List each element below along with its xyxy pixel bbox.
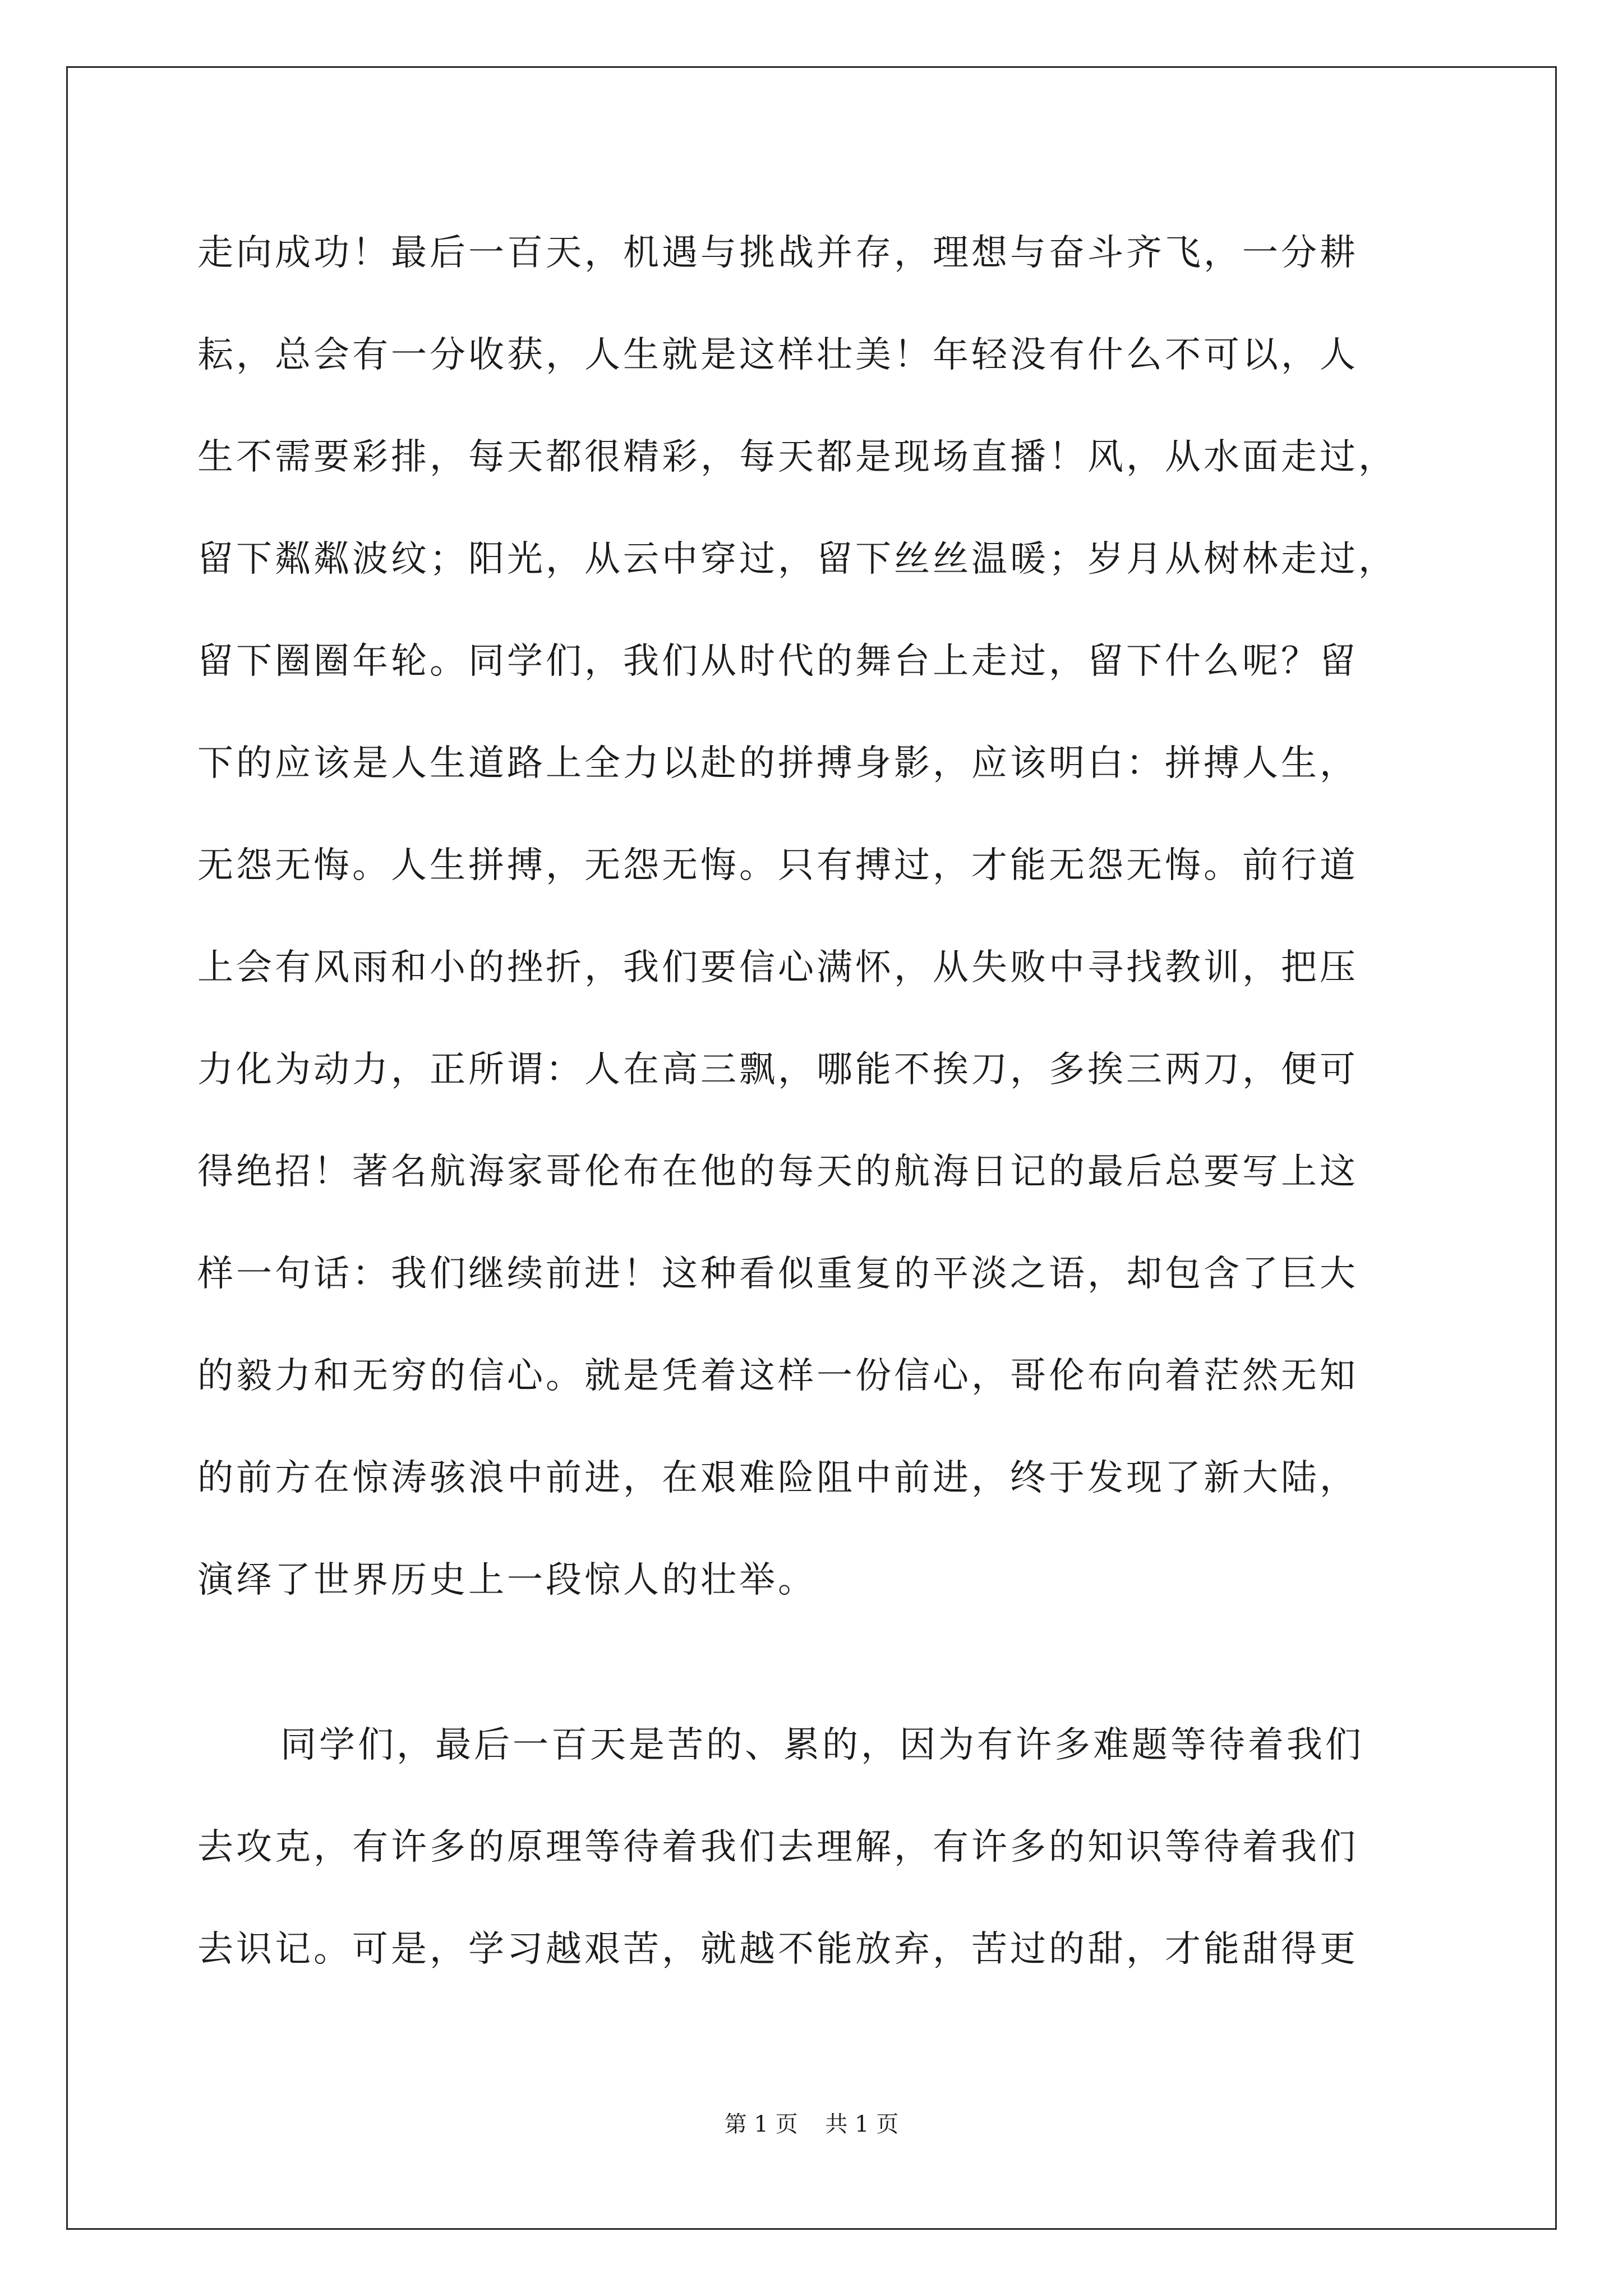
- text-line: 样一句话：我们继续前进！这种看似重复的平淡之语，却包含了巨大: [197, 1253, 1358, 1295]
- text-line: 力化为动力，正所谓：人在高三飘，哪能不挨刀，多挨三两刀，便可: [197, 1049, 1358, 1091]
- text-line: 的毅力和无穷的信心。就是凭着这样一份信心，哥伦布向着茫然无知: [197, 1355, 1358, 1397]
- text-line: 留下圈圈年轮。同学们，我们从时代的舞台上走过，留下什么呢？留: [197, 641, 1358, 682]
- page-number-current: 第 1 页: [724, 2111, 798, 2137]
- paragraph-2: [197, 1694, 1433, 2000]
- text-line: 耘，总会有一分收获，人生就是这样壮美！年轻没有什么不可以，人: [197, 334, 1358, 376]
- text-line: 上会有风雨和小的挫折，我们要信心满怀，从失败中寻找教训，把压: [197, 947, 1358, 988]
- page-footer: [0, 2106, 1623, 2138]
- text-line: 同学们，最后一百天是苦的、累的，因为有许多难题等待着我们: [280, 1724, 1364, 1766]
- text-line: 无怨无悔。人生拼搏，无怨无悔。只有搏过，才能无怨无悔。前行道: [197, 845, 1358, 886]
- paragraph-1: [197, 202, 1433, 1631]
- text-line: 下的应该是人生道路上全力以赴的拼搏身影，应该明白：拼搏人生，: [197, 743, 1358, 784]
- text-line: 走向成功！最后一百天，机遇与挑战并存，理想与奋斗齐飞，一分耕: [197, 232, 1358, 274]
- text-line: 去识记。可是，学习越艰苦，就越不能放弃，苦过的甜，才能甜得更: [197, 1929, 1358, 1970]
- text-line: 演绎了世界历史上一段惊人的壮举。: [197, 1559, 817, 1601]
- page-number-total: 共 1 页: [825, 2111, 899, 2137]
- text-line: 的前方在惊涛骇浪中前进，在艰难险阻中前进，终于发现了新大陆，: [197, 1457, 1358, 1499]
- text-line: 生不需要彩排，每天都很精彩，每天都是现场直播！风，从水面走过，: [197, 436, 1397, 478]
- text-line: 得绝招！著名航海家哥伦布在他的每天的航海日记的最后总要写上这: [197, 1151, 1358, 1193]
- text-line: 去攻克，有许多的原理等待着我们去理解，有许多的知识等待着我们: [197, 1826, 1358, 1868]
- text-line: 留下粼粼波纹；阳光，从云中穿过，留下丝丝温暖；岁月从树林走过，: [197, 539, 1397, 580]
